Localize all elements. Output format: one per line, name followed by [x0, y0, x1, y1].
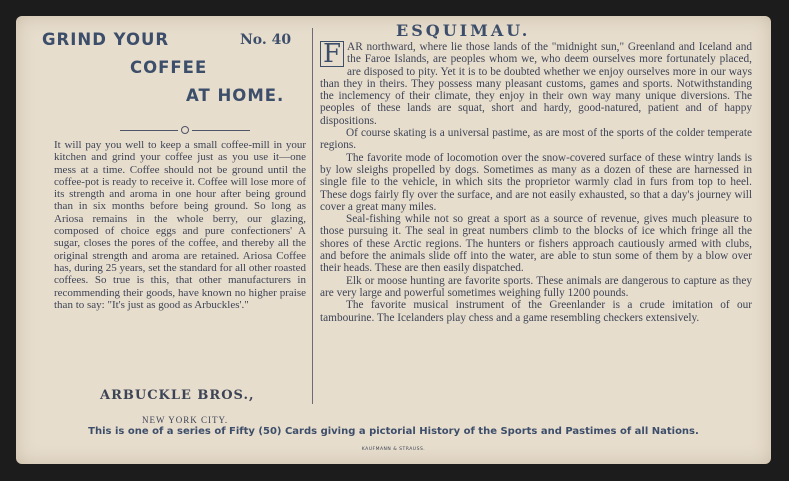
trade-card	[16, 16, 771, 464]
column-divider	[312, 28, 313, 404]
article-paragraph: Seal-fishing while not so great a sport as a source of revenue, gives much pleasure to those pursuing it. The seal in great numbers climb to the blocks of ice which fringe all the shores of these Arctic regions. The hunters or fishers approach cautiously armed with clubs, and before the animals slide off into the water, are able to stun some of them by a blow over their heads. These are then easily dispatched.	[320, 213, 752, 275]
card-number: No. 40	[240, 32, 292, 48]
ornament-rule	[120, 125, 250, 135]
article-paragraph	[320, 41, 752, 127]
printer-imprint: KAUFMANN & STRAUSS.	[361, 447, 426, 452]
brand-name: ARBUCKLE BROS.,	[100, 388, 255, 403]
heading-line-1: GRIND YOUR	[42, 30, 170, 49]
heading-line-2: COFFEE	[130, 58, 208, 77]
article-paragraph: The favorite mode of locomotion over the snow-covered surface of these wintry lands is by low sleighs propelled by dogs. Sometimes as many as a dozen of these are harnessed in single file to the vehicle, in which sits the proprietor warmly clad in furs from top to heel. These dogs fairly fly over the surface, and are not easily exhausted, so that a day's journey will cover a great many miles.	[320, 151, 752, 213]
article-paragraph: Of course skating is a universal pastime, as are most of the sports of the colder temperate regions.	[320, 127, 752, 152]
heading-line-3: AT HOME.	[186, 86, 285, 105]
article-title: ESQUIMAU.	[396, 21, 531, 40]
article-paragraph: Elk or moose hunting are favorite sports. These animals are dangerous to capture as they are very large and powerful sometimes weighing fully 1200 pounds.	[320, 274, 752, 299]
drop-cap: F	[320, 41, 344, 67]
article-paragraph: The favorite musical instrument of the Greenlander is a crude imitation of our tambourine. The Icelanders play chess and a game resembling checkers extensively.	[320, 299, 752, 324]
brand-city: NEW YORK CITY.	[142, 415, 229, 425]
series-note: This is one of a series of Fifty (50) Cards giving a pictorial History of the Sports and Pastimes of all Nations.	[88, 426, 699, 437]
advertisement-text: It will pay you well to keep a small coffee-mill in your kitchen and grind your coffee just as you use it—one mess at a time. Coffee should not be ground until the coffee-pot is ready to receive it. Coffee will lose more of its strength and aroma in one hour after being ground than in six months before being ground. So long as Ariosa remains in the whole berry, our glazing, composed of choice eggs and pure confectioners' A sugar, closes the pores of the coffee, and thereby all the original strength and aroma are retained. Ariosa Coffee has, during 25 years, set the standard for all other roasted coffees. So true is this, that other manufacturers in recommending their goods, have known no higher praise than to say: "It's just as good as Arbuckles'."	[54, 139, 306, 311]
article-body	[320, 41, 752, 324]
article-paragraph-text: AR northward, where lie those lands of the "midnight sun," Greenland and Iceland and the Faroe Islands, are peoples whom we, who deem ourselves more fortunately placed, are disposed to pity. Yet it is to be doubted whether we enjoy ourselves more in our ways than they in theirs. They possess many pleasant customs, games and sports. Notwithstanding the inclemency of their climate, they enjoy in their own way many unique diversions. The peoples of these lands are squat, short and hardy, good-natured, patient and of happy dispositions.	[320, 41, 752, 127]
